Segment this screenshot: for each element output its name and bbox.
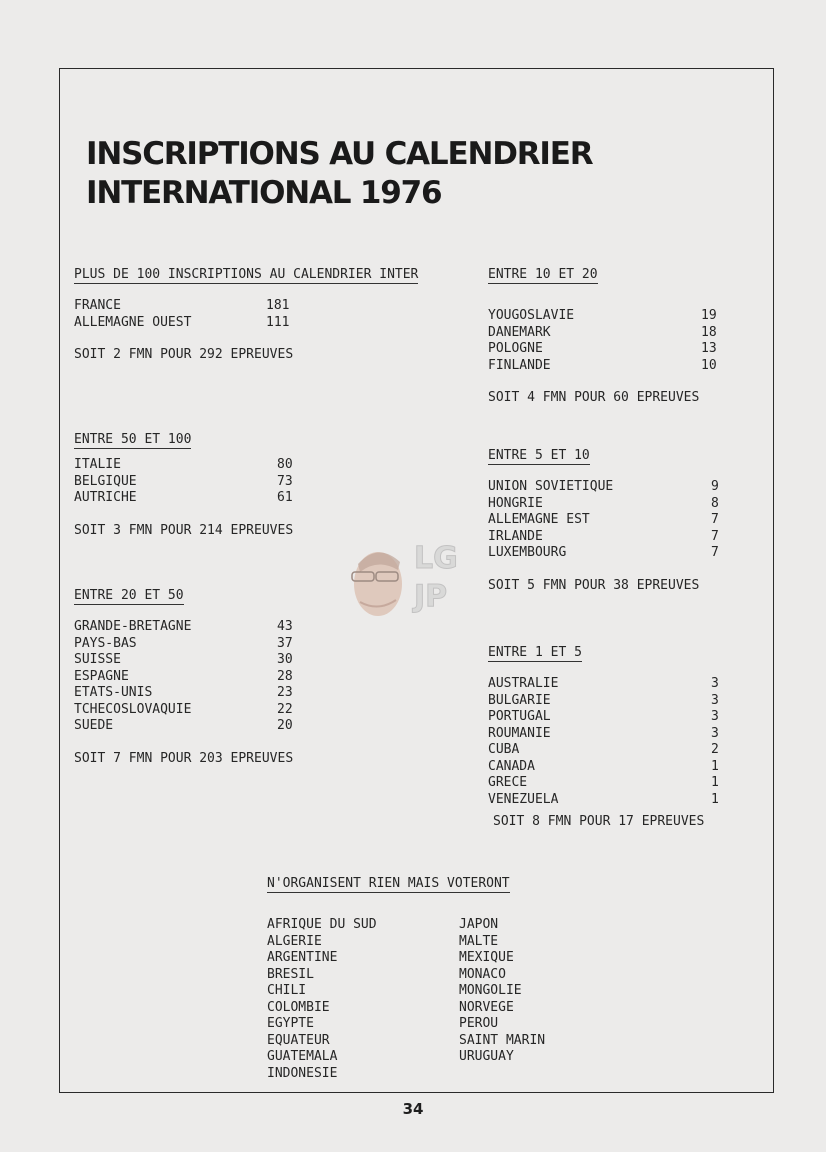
title-line-1: INSCRIPTIONS AU CALENDRIER: [86, 136, 593, 172]
table-row: [488, 512, 768, 529]
table-row: [488, 726, 773, 743]
country-count: 9: [711, 479, 719, 494]
country-count: 3: [711, 709, 719, 724]
section-20-50: [74, 587, 374, 767]
list-item: GUATEMALA: [267, 1049, 338, 1064]
list-item: EGYPTE: [267, 1016, 314, 1031]
table-row: [488, 358, 768, 375]
country-name: HONGRIE: [488, 495, 543, 511]
country-name: FINLANDE: [488, 357, 551, 373]
table-row: [488, 709, 773, 726]
list-item: URUGUAY: [459, 1049, 514, 1064]
table-row: [488, 341, 768, 358]
country-count: 28: [277, 668, 293, 684]
list-item: COLOMBIE: [267, 999, 330, 1015]
country-name: POLOGNE: [488, 341, 543, 356]
country-count: 7: [711, 512, 719, 527]
country-count: 3: [711, 676, 719, 691]
section-heading: ENTRE 1 ET 5: [488, 645, 582, 660]
table-row: [74, 298, 464, 315]
section-summary: SOIT 4 FMN POUR 60 EPREUVES: [488, 390, 700, 405]
country-count: 19: [701, 308, 717, 323]
country-count: 3: [711, 692, 719, 708]
voter-column-left: [267, 917, 459, 1082]
list-item: MALTE: [459, 933, 499, 949]
country-count: 73: [277, 473, 293, 489]
country-count: 111: [266, 314, 290, 330]
country-count: 1: [711, 775, 719, 790]
list-item: BRESIL: [267, 966, 314, 982]
country-count: 13: [701, 341, 717, 356]
table-row: [488, 545, 768, 562]
country-name: YOUGOSLAVIE: [488, 308, 575, 323]
table-row: [74, 702, 374, 719]
country-name: UNION SOVIETIQUE: [488, 479, 614, 494]
section-heading: ENTRE 5 ET 10: [488, 448, 590, 463]
page-title: [86, 135, 592, 213]
table-row: [488, 693, 773, 710]
table-row: [74, 315, 464, 332]
list-item: ARGENTINE: [267, 950, 338, 965]
section-heading: PLUS DE 100 INSCRIPTIONS AU CALENDRIER INTER: [74, 267, 419, 282]
watermark-logo-icon: [348, 530, 473, 622]
list-item: ALGERIE: [267, 933, 322, 949]
table-row: [74, 718, 374, 735]
country-count: 1: [711, 791, 719, 807]
country-count: 3: [711, 725, 719, 741]
section-heading: N'ORGANISENT RIEN MAIS VOTERONT: [267, 876, 510, 891]
table-row: [74, 636, 374, 653]
table-row: [488, 676, 773, 693]
list-item: PEROU: [459, 1016, 499, 1031]
section-summary: SOIT 3 FMN POUR 214 EPREUVES: [74, 522, 294, 538]
table-row: [488, 792, 773, 809]
country-name: CUBA: [488, 742, 520, 757]
country-count: 20: [277, 718, 293, 733]
table-row: [74, 490, 374, 507]
list-item: INDONESIE: [267, 1065, 338, 1081]
country-name: GRECE: [488, 775, 528, 790]
section-over-100: [74, 266, 464, 364]
country-name: SUISSE: [74, 652, 121, 667]
list-item: SAINT MARIN: [459, 1032, 546, 1048]
country-name: PAYS-BAS: [74, 635, 137, 651]
country-name: CANADA: [488, 758, 535, 774]
voter-columns: [267, 917, 607, 1082]
section-summary: SOIT 2 FMN POUR 292 EPREUVES: [74, 347, 294, 362]
logo-text-jp: JP: [414, 579, 448, 614]
logo-text-lg: LG: [414, 541, 458, 576]
table-row: [488, 759, 773, 776]
country-name: BULGARIE: [488, 692, 551, 708]
country-name: ROUMANIE: [488, 725, 551, 741]
country-name: SUEDE: [74, 718, 114, 733]
country-count: 61: [277, 490, 293, 505]
country-count: 18: [701, 324, 717, 340]
table-row: [488, 308, 768, 325]
table-row: [488, 775, 773, 792]
list-item: JAPON: [459, 917, 499, 932]
country-name: TCHECOSLOVAQUIE: [74, 701, 192, 717]
country-count: 23: [277, 685, 293, 700]
page-number: 34: [402, 1100, 424, 1118]
list-item: AFRIQUE DU SUD: [267, 917, 377, 932]
country-count: 8: [711, 495, 719, 511]
country-count: 10: [701, 357, 717, 373]
country-count: 1: [711, 758, 719, 774]
table-row: [74, 474, 374, 491]
section-rows: [74, 619, 374, 735]
section-rows: [74, 298, 464, 331]
table-row: [74, 685, 374, 702]
country-name: ALLEMAGNE OUEST: [74, 314, 192, 330]
list-item: MONGOLIE: [459, 983, 522, 998]
section-summary: SOIT 8 FMN POUR 17 EPREUVES: [493, 814, 705, 829]
country-count: 43: [277, 619, 293, 634]
section-5-10: [488, 447, 768, 594]
section-rows: [488, 308, 768, 374]
table-row: [488, 496, 768, 513]
section-rows: [74, 457, 374, 507]
section-10-20: [488, 266, 768, 407]
section-50-100: [74, 431, 374, 539]
country-count: 181: [266, 298, 290, 313]
section-summary: SOIT 5 FMN POUR 38 EPREUVES: [488, 577, 700, 593]
voter-column-right: [459, 917, 545, 1082]
section-voters: [267, 875, 607, 1082]
table-row: [488, 742, 773, 759]
country-name: ALLEMAGNE EST: [488, 512, 590, 527]
section-heading: ENTRE 50 ET 100: [74, 432, 192, 447]
list-item: NORVEGE: [459, 999, 514, 1015]
country-count: 30: [277, 652, 293, 667]
country-count: 22: [277, 701, 293, 717]
list-item: MEXIQUE: [459, 950, 514, 965]
section-summary: SOIT 7 FMN POUR 203 EPREUVES: [74, 750, 294, 766]
table-row: [488, 529, 768, 546]
country-name: BELGIQUE: [74, 473, 137, 489]
country-count: 2: [711, 742, 719, 757]
list-item: EQUATEUR: [267, 1032, 330, 1048]
section-rows: [488, 479, 768, 562]
table-row: [74, 619, 374, 636]
country-name: ESPAGNE: [74, 668, 129, 684]
country-name: ITALIE: [74, 457, 121, 472]
section-1-5: [488, 644, 773, 831]
table-row: [74, 457, 374, 474]
country-name: IRLANDE: [488, 528, 543, 544]
country-name: GRANDE-BRETAGNE: [74, 619, 192, 634]
country-count: 80: [277, 457, 293, 472]
table-row: [488, 325, 768, 342]
country-count: 37: [277, 635, 293, 651]
country-count: 7: [711, 528, 719, 544]
country-name: AUTRICHE: [74, 490, 137, 505]
country-name: DANEMARK: [488, 324, 551, 340]
country-name: FRANCE: [74, 298, 121, 313]
list-item: CHILI: [267, 983, 307, 998]
table-row: [74, 652, 374, 669]
country-name: VENEZUELA: [488, 791, 559, 807]
title-line-2: INTERNATIONAL 1976: [86, 175, 442, 211]
country-name: PORTUGAL: [488, 709, 551, 724]
country-name: ETATS-UNIS: [74, 685, 153, 700]
country-name: AUSTRALIE: [488, 676, 559, 691]
table-row: [74, 669, 374, 686]
section-heading: ENTRE 10 ET 20: [488, 267, 598, 282]
table-row: [488, 479, 768, 496]
list-item: MONACO: [459, 966, 506, 982]
section-rows: [488, 676, 773, 808]
country-count: 7: [711, 545, 719, 560]
country-name: LUXEMBOURG: [488, 545, 567, 560]
section-heading: ENTRE 20 ET 50: [74, 588, 184, 603]
